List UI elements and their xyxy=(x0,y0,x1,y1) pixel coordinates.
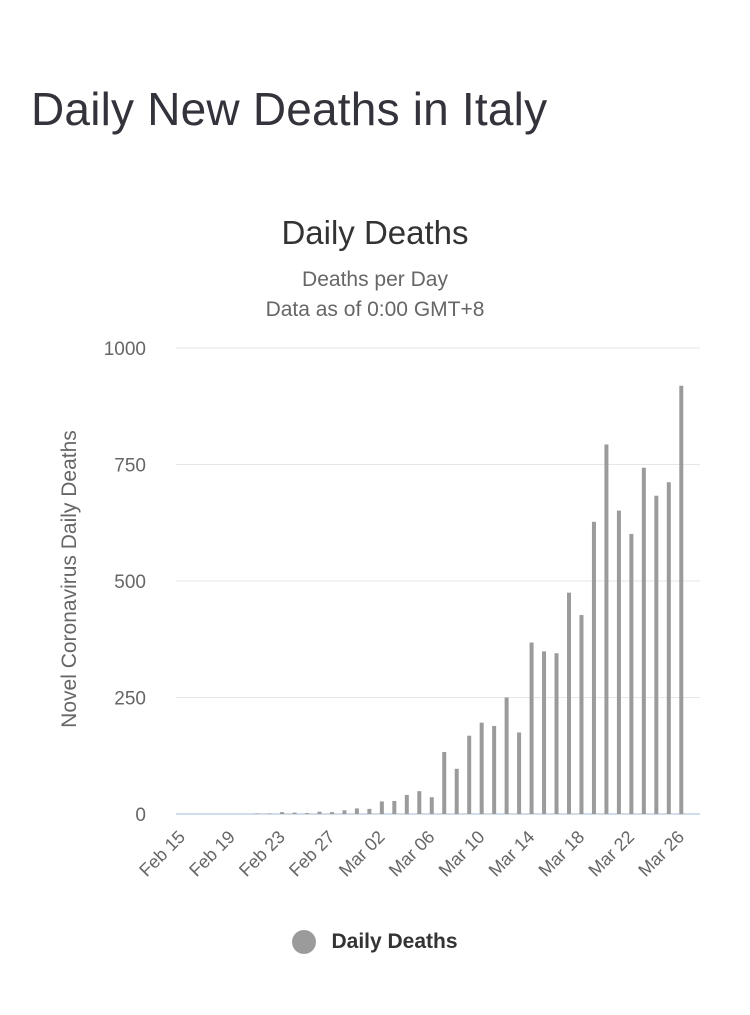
bar-mar-20 xyxy=(604,444,608,814)
x-tick-label: Mar 06 xyxy=(384,826,439,881)
bar-mar-22 xyxy=(629,534,633,814)
chart-subtitle-line-2: Data as of 0:00 GMT+8 xyxy=(265,298,485,321)
bar-mar-16 xyxy=(555,653,559,814)
bar-mar-04 xyxy=(405,795,409,814)
bar-mar-18 xyxy=(579,615,583,814)
bar-mar-23 xyxy=(642,468,646,814)
bar-mar-26 xyxy=(679,386,683,814)
bar-mar-12 xyxy=(505,698,509,815)
x-tick-label: Feb 23 xyxy=(235,826,289,881)
bar-mar-13 xyxy=(517,732,521,814)
chart-legend[interactable] xyxy=(0,930,750,954)
bar-mar-10 xyxy=(480,723,484,814)
y-axis-title: Novel Coronavirus Daily Deaths xyxy=(58,430,81,728)
y-tick-label: 250 xyxy=(114,688,146,710)
y-tick-label: 500 xyxy=(114,572,146,593)
chart-title: Daily Deaths xyxy=(281,214,469,251)
y-tick-label: 1000 xyxy=(103,339,146,360)
bar-feb-28 xyxy=(342,810,346,814)
bar-mar-06 xyxy=(430,797,434,814)
legend-label: Daily Deaths xyxy=(331,930,458,953)
x-tick-label: Feb 27 xyxy=(285,826,339,881)
x-tick-label: Mar 02 xyxy=(334,826,389,881)
bar-mar-03 xyxy=(392,801,396,814)
x-tick-label: Feb 19 xyxy=(185,826,239,881)
bar-mar-01 xyxy=(367,809,371,814)
page-title: Daily New Deaths in Italy xyxy=(31,83,548,135)
x-tick-label: Mar 18 xyxy=(534,826,589,881)
bar-feb-25 xyxy=(305,813,309,814)
bar-feb-24 xyxy=(293,813,297,814)
bar-feb-26 xyxy=(317,812,321,814)
bar-mar-15 xyxy=(542,651,546,814)
x-tick-label: Mar 10 xyxy=(434,826,489,881)
bar-mar-02 xyxy=(380,801,384,814)
bar-mar-08 xyxy=(455,769,459,814)
bar-mar-19 xyxy=(592,522,596,814)
bar-mar-17 xyxy=(567,593,571,814)
x-tick-label: Mar 26 xyxy=(634,826,689,881)
bar-feb-29 xyxy=(355,808,359,814)
legend-marker xyxy=(292,930,316,954)
x-tick-label: Mar 14 xyxy=(484,826,539,881)
bar-mar-09 xyxy=(467,736,471,814)
y-tick-label: 750 xyxy=(114,455,146,477)
x-tick-label: Mar 22 xyxy=(584,826,639,881)
bar-feb-23 xyxy=(280,812,284,814)
y-tick-label: 0 xyxy=(135,805,146,826)
bar-mar-07 xyxy=(442,752,446,814)
bar-mar-14 xyxy=(530,643,534,814)
bar-mar-21 xyxy=(617,511,621,814)
bar-feb-27 xyxy=(330,812,334,814)
bar-mar-05 xyxy=(417,791,421,814)
bar-mar-25 xyxy=(667,482,671,814)
bar-mar-11 xyxy=(492,726,496,814)
x-tick-label: Feb 15 xyxy=(135,826,190,881)
bar-mar-24 xyxy=(654,496,658,814)
chart-subtitle-line-1: Deaths per Day xyxy=(302,268,448,291)
